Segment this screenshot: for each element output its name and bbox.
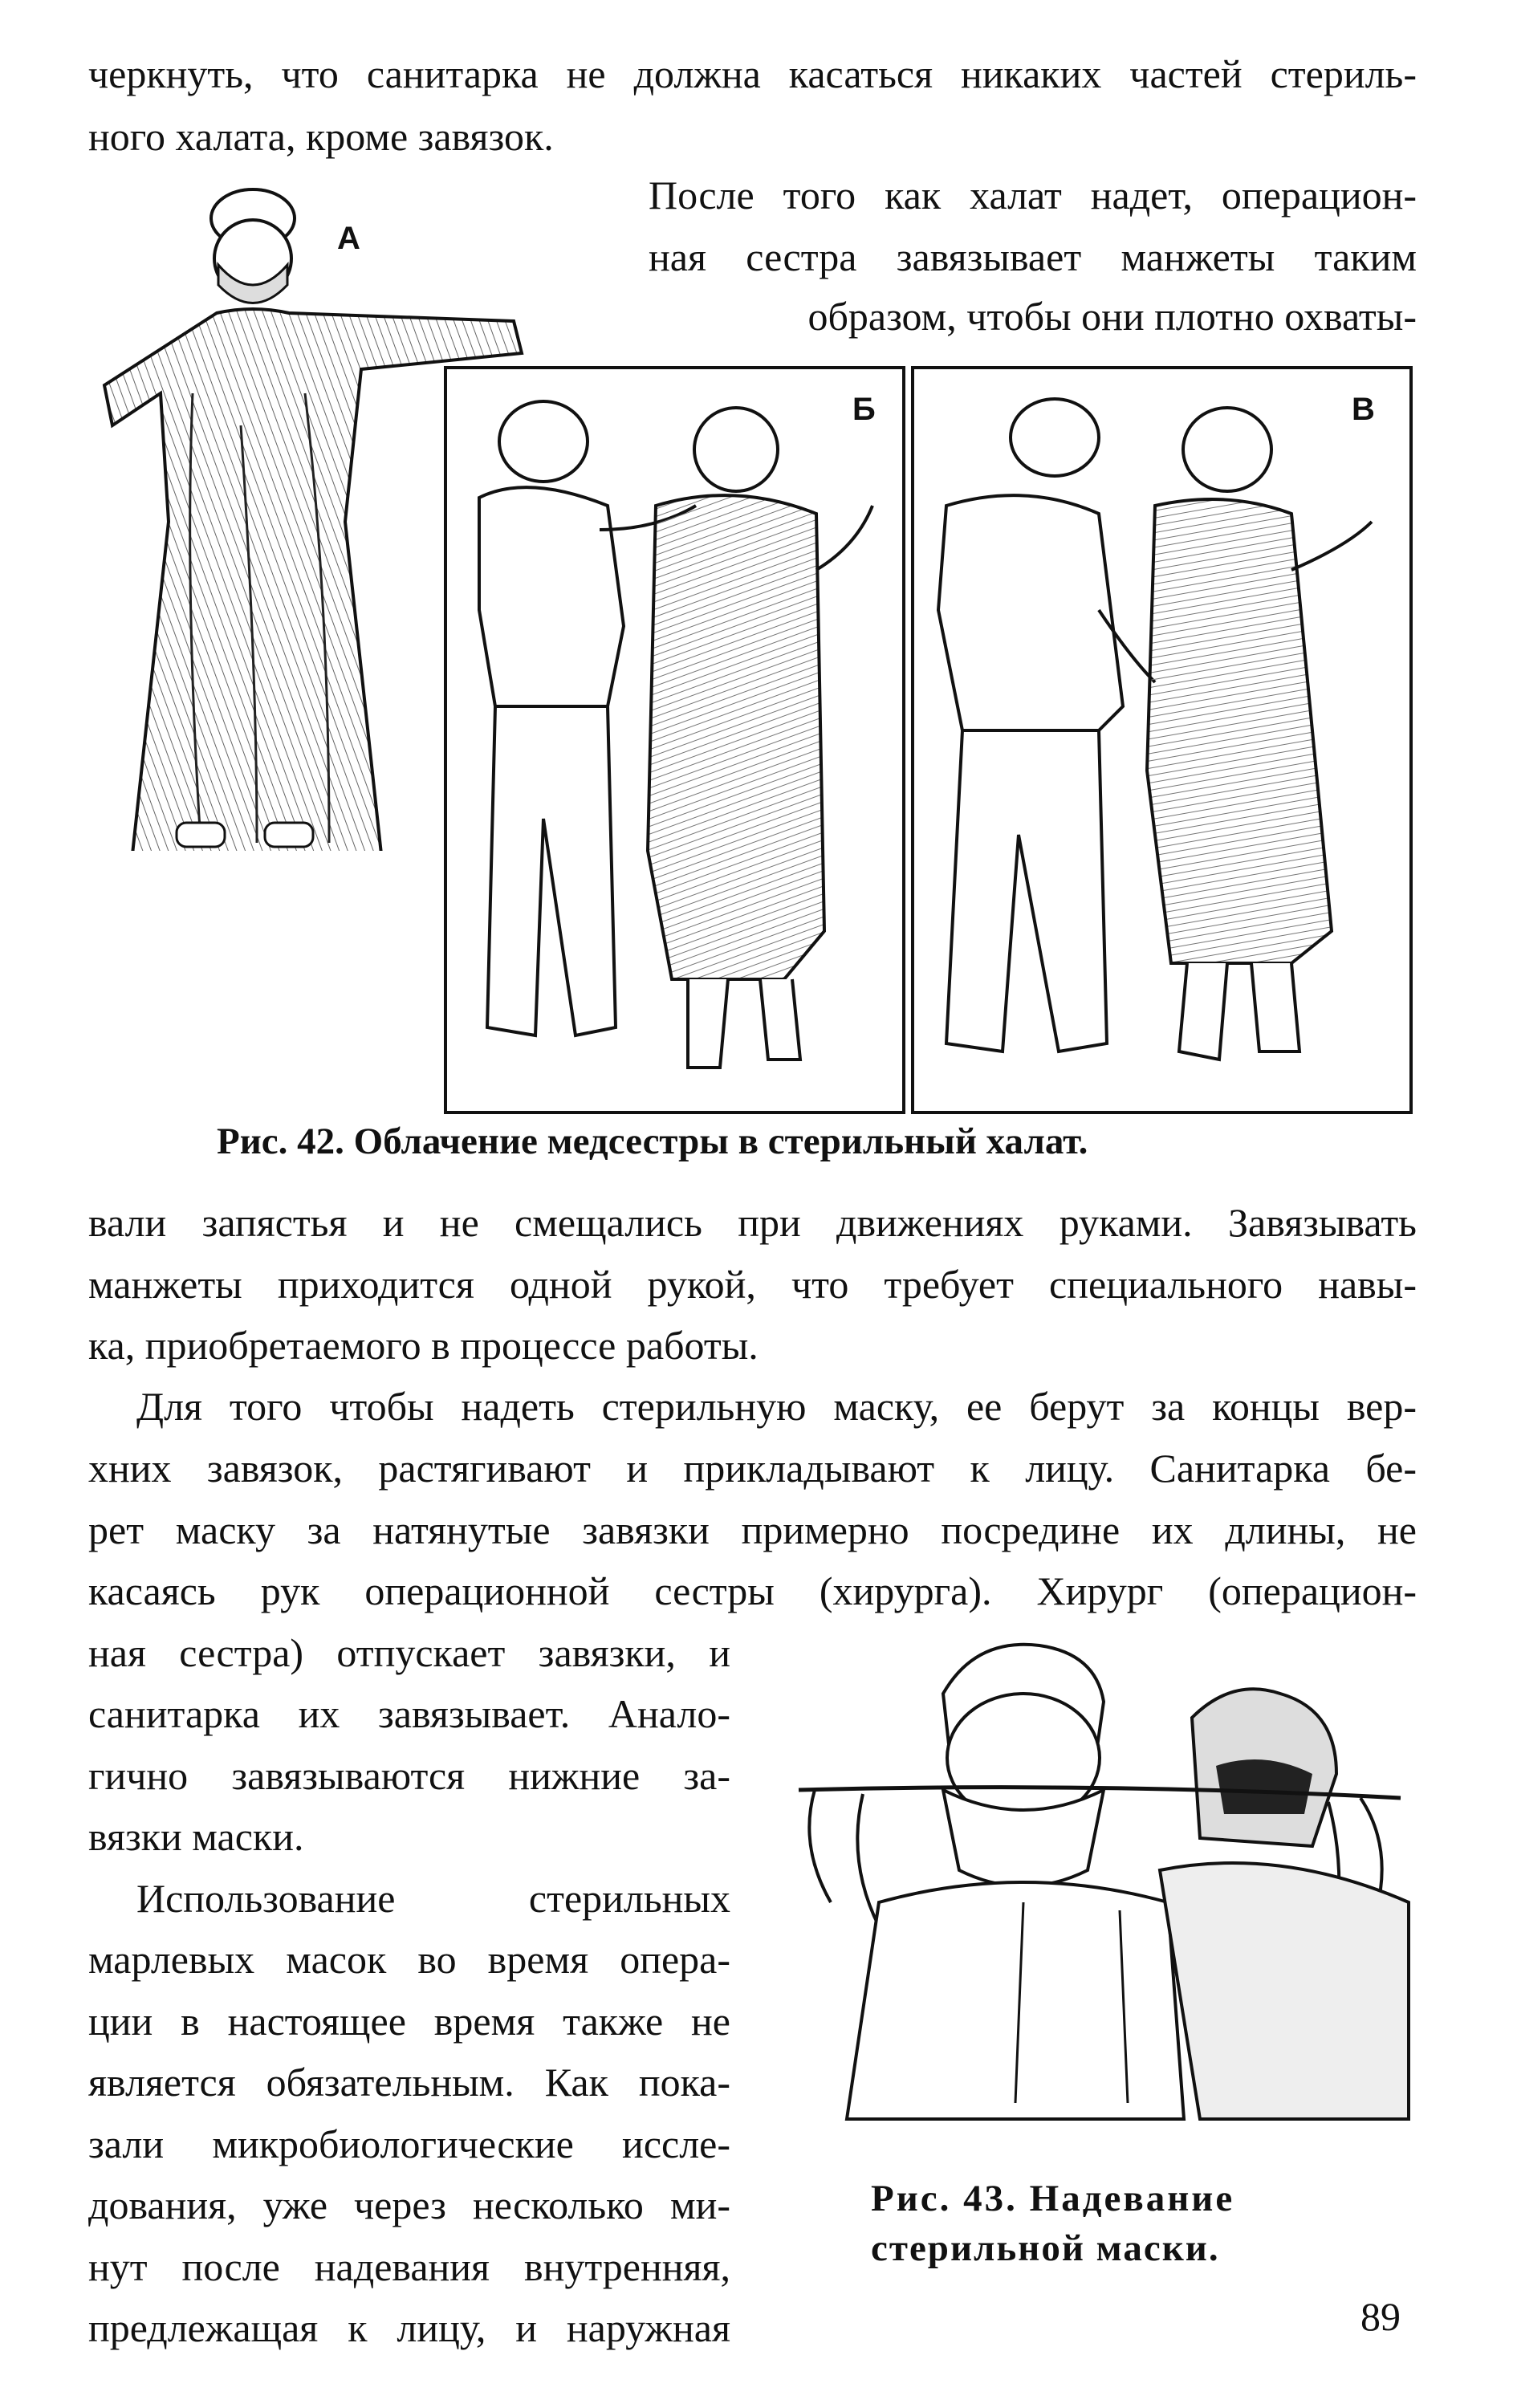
text-line: хних завязок, растягивают и прикладывают к лицу. Санитарка бе- xyxy=(88,1446,1417,1491)
figure-label-v: В xyxy=(1352,392,1375,427)
nurse-tying-gown-illustration xyxy=(914,369,1409,1111)
text-line: образом, чтобы они плотно охваты- xyxy=(807,294,1417,339)
text-line: касаясь рук операционной сестры (хирурга). Хирург (операцион- xyxy=(88,1568,1417,1613)
text-line: дования, уже через несколько ми- xyxy=(88,2182,730,2227)
text-line: ции в настоящее время также не xyxy=(88,1999,730,2044)
nurse-helping-gown-illustration xyxy=(447,369,902,1111)
text-line: ная сестра) отпускает завязки, и xyxy=(88,1630,730,1675)
figure-label-a: А xyxy=(337,221,360,256)
text-line: вали запястья и не смещались при движениях руками. Завязывать xyxy=(88,1200,1417,1245)
text-line: гично завязываются нижние за- xyxy=(88,1753,730,1798)
figure-43-illustration-area xyxy=(783,1637,1417,2135)
text-line: Использование стерильных xyxy=(136,1876,730,1921)
text-line: черкнуть, что санитарка не должна касаться никаких частей стериль- xyxy=(88,51,1417,96)
mask-tying-illustration xyxy=(783,1637,1417,2135)
figure-42-panel-v xyxy=(911,366,1413,1114)
text-line: марлевых масок во время опера- xyxy=(88,1937,730,1982)
text-line: ного халата, кроме завязок. xyxy=(88,114,554,159)
text-line: вязки маски. xyxy=(88,1814,304,1859)
text-line: зали микробиологические иссле- xyxy=(88,2121,730,2166)
text-line: нут после надевания внутренняя, xyxy=(88,2244,730,2289)
text-line: предлежащая к лицу, и наружная xyxy=(88,2305,730,2350)
text-line: ка, приобретаемого в процессе работы. xyxy=(88,1323,759,1368)
page-number: 89 xyxy=(1360,2294,1401,2339)
text-line: манжеты приходится одной рукой, что требует специального навы- xyxy=(88,1262,1417,1307)
text-line: санитарка их завязывает. Анало- xyxy=(88,1691,730,1736)
figure-label-b: Б xyxy=(852,392,876,427)
figure-42-caption: Рис. 42. Облачение медсестры в стерильный халат. xyxy=(217,1121,1088,1162)
text-line: ная сестра завязывает манжеты таким xyxy=(649,234,1417,279)
figure-42-panel-b xyxy=(444,366,905,1114)
text-line: После того как халат надет, операцион- xyxy=(649,173,1417,218)
figure-43-caption-line-1: Рис. 43. Надевание xyxy=(871,2178,1235,2219)
figure-43-caption-line-2: стерильной маски. xyxy=(871,2227,1220,2269)
text-line: Для того чтобы надеть стерильную маску, ее берут за концы вер- xyxy=(136,1384,1417,1429)
text-line: является обязательным. Как пока- xyxy=(88,2060,730,2105)
text-line: рет маску за натянутые завязки примерно посредине их длины, не xyxy=(88,1507,1417,1552)
